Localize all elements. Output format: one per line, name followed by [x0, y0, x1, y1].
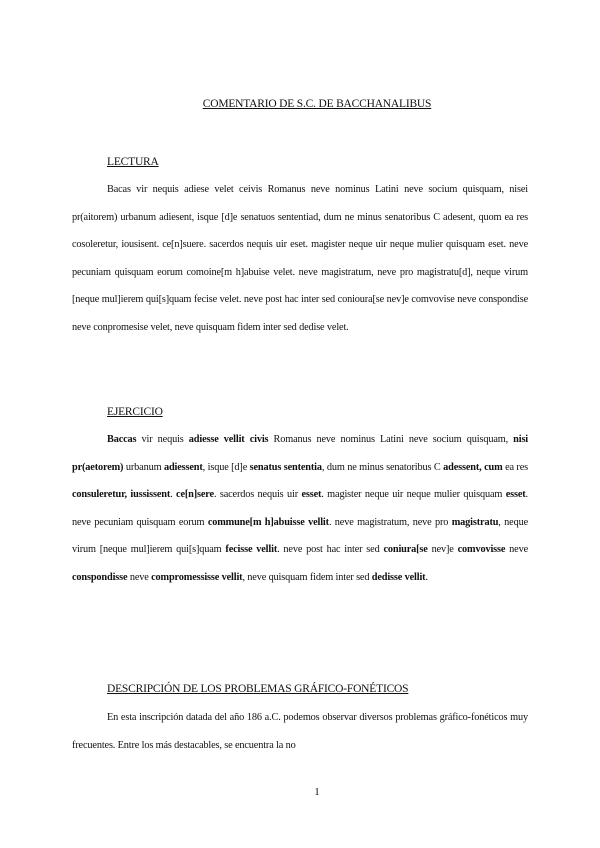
page-number: 1: [314, 786, 320, 798]
corrected-form: comvovisse: [457, 544, 506, 556]
corrected-form: dedisse vellit: [371, 571, 426, 583]
ejercicio-text: . magister neque uir neque mulier quisquam: [321, 489, 506, 501]
corrected-form: Baccas: [107, 434, 137, 445]
corrected-form: ce[n]sere: [176, 489, 214, 501]
ejercicio-text: vir nequis: [136, 434, 189, 445]
ejercicio-text: urbanum: [123, 461, 164, 473]
corrected-form: commune[m h]abuisse vellit: [207, 516, 329, 528]
ejercicio-text: , dum ne minus senatoribus C: [321, 461, 444, 473]
section-heading-ejercicio: EJERCICIO: [107, 406, 163, 418]
corrected-form: senatus sententia: [249, 461, 322, 473]
corrected-form: coniura[se: [383, 544, 428, 556]
corrected-form: consuleretur, iussissent: [72, 489, 171, 501]
ejercicio-text: . sacerdos nequis uir: [213, 489, 302, 501]
ejercicio-paragraph: [72, 426, 528, 592]
ejercicio-text: . neve post hac inter sed: [277, 544, 384, 556]
ejercicio-text: nev]e: [427, 544, 458, 556]
document-title: COMENTARIO DE S.C. DE BACCHANALIBUS: [202, 98, 432, 110]
corrected-form: esset: [505, 489, 526, 501]
ejercicio-text: Romanus neve nominus Latini neve socium quisquam,: [268, 434, 514, 445]
lectura-paragraph: Bacas vir nequis adiese velet ceivis Romanus neve nominus Latini neve socium quisquam, nisei pr(aitorem) urbanum adiesent, isque [d]e senatuos sententiad, dum ne minus senatoribus C adesent, quom ea res cosoleretur, iousisent. ce[n]suere. sacerdos nequis uir eset. magister neque uir neque mulier quisquam eset. neve pecuniam quisquam eorum comoine[m h]abuise velet. neve magistratum, neve pro magistratu[d], neque virum [neque mul]ierem qui[s]quam fecise velet. neve post hac inter sed conioura[se nev]e comvovise neve conspondise neve conpromesise velet, neve quisquam fidem inter sed dedise velet.: [72, 184, 528, 333]
ejercicio-text: . neve pecuniam quisquam eorum: [72, 489, 528, 528]
ejercicio-text: , isque [d]e: [202, 461, 250, 473]
ejercicio-text: , neve quisquam fidem inter sed: [242, 571, 372, 583]
ejercicio-text: , neque virum [neque mul]ierem qui[s]quam: [72, 516, 528, 556]
section-heading-descripcion: DESCRIPCIÓN DE LOS PROBLEMAS GRÁFICO-FONÉTICOS: [107, 683, 409, 695]
corrected-form: compromessisse vellit: [151, 571, 243, 583]
corrected-form: fecisse vellit: [225, 544, 278, 556]
ejercicio-text: neve: [505, 544, 529, 556]
ejercicio-text: . neve magistratum, neve pro: [328, 516, 452, 528]
corrected-form: conspondisse: [72, 571, 128, 583]
corrected-form: adiesse vellit civis: [188, 434, 269, 445]
descripcion-paragraph: En esta inscripción datada del año 186 a.C. podemos observar diversos problemas gráfico-fonéticos muy frecuentes. Entre los más destacables, se encuentra la no: [72, 712, 528, 751]
corrected-form: esset: [301, 489, 322, 501]
corrected-form: nisi pr(aetorem): [72, 434, 529, 473]
ejercicio-text: .: [170, 489, 177, 501]
ejercicio-text: neve: [127, 571, 152, 583]
ejercicio-text: ea res: [502, 461, 528, 473]
corrected-form: adessent, cum: [443, 461, 503, 473]
ejercicio-text: .: [425, 571, 428, 583]
section-heading-lectura: LECTURA: [107, 156, 159, 168]
corrected-form: magistratu: [451, 516, 499, 528]
corrected-form: adiessent: [163, 461, 203, 473]
